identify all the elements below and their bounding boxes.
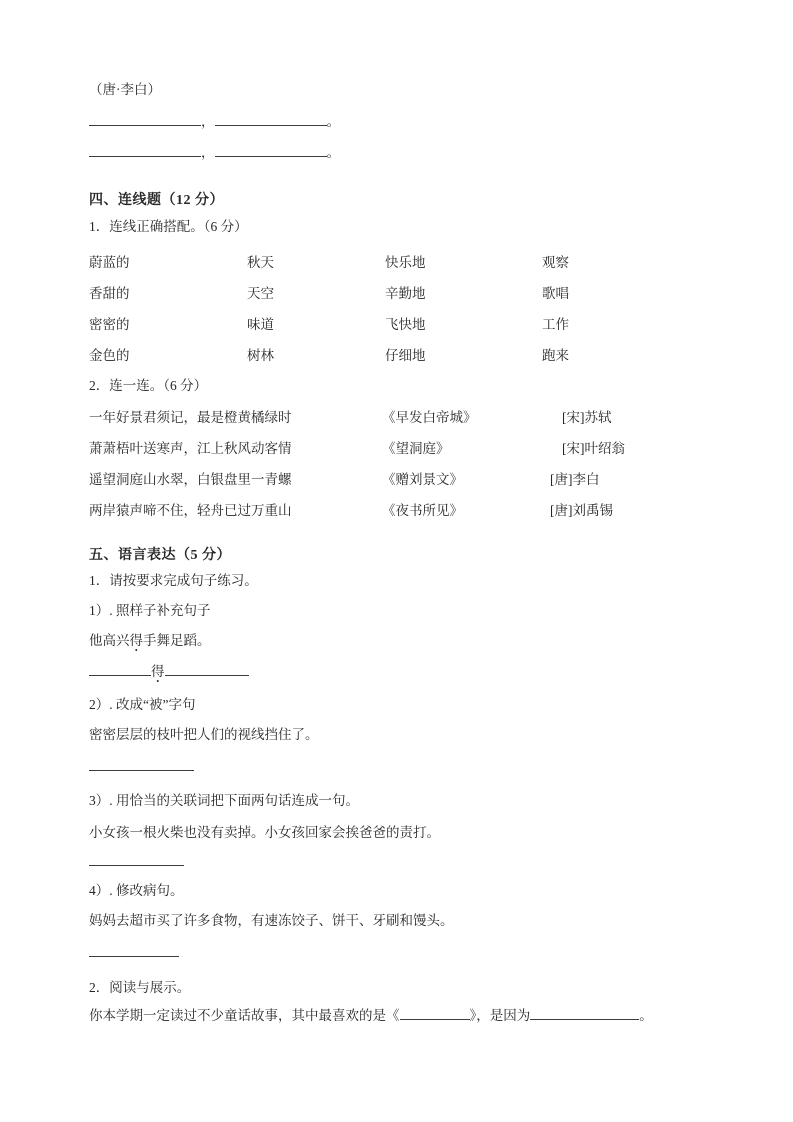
poem-blank-line-1: [89, 112, 340, 132]
answer-blank: [530, 1006, 639, 1020]
poem-author: [宋]苏轼: [562, 410, 612, 425]
sentence-part: 》，是因为: [469, 1008, 531, 1023]
answer-blank: [89, 943, 179, 957]
answer-blank: [215, 143, 327, 157]
reading-question-sentence: [89, 1006, 653, 1026]
match-item: 天空: [247, 286, 274, 301]
word-matching-grid: [89, 247, 569, 371]
period: 。: [326, 114, 340, 129]
match-item: 秋天: [247, 255, 274, 270]
sub4-label: 4）. 修改病句。: [89, 883, 184, 898]
sentence-part: 得: [151, 664, 165, 679]
match-item: 辛勤地: [385, 286, 426, 301]
emphasis-dot: •: [134, 646, 138, 655]
match-item: 蔚蓝的: [89, 255, 130, 270]
sub2-label: 2）. 改成“被”字句: [89, 697, 196, 712]
period: 。: [326, 145, 340, 160]
match-item: 快乐地: [385, 255, 426, 270]
answer-blank: [89, 852, 184, 866]
section4-title: 四、连线题（12 分）: [89, 193, 224, 208]
poet-attribution: （唐·李白）: [89, 82, 161, 97]
answer-blank-line: [89, 852, 184, 872]
answer-blank: [89, 143, 201, 157]
answer-blank: [89, 662, 151, 676]
poem-title: 《早发白帝城》: [382, 410, 477, 425]
sentence-part: 。: [639, 1008, 653, 1023]
poem-author: [唐]李白: [550, 472, 600, 487]
poem-line: 萧萧梧叶送寒声，江上秋风动客情: [89, 441, 292, 456]
answer-blank: [215, 112, 327, 126]
comma: ，: [201, 114, 215, 129]
poem-author: [唐]刘禹锡: [550, 503, 613, 518]
match-item: 香甜的: [89, 286, 130, 301]
sub2-sentence: 密密层层的枝叶把人们的视线挡住了。: [89, 727, 319, 742]
emphasized-char: [151, 662, 165, 686]
section5-q2-label: 2．阅读与展示。: [89, 980, 191, 995]
poem-title: 《望洞庭》: [382, 441, 450, 456]
match-item: 树林: [247, 348, 274, 363]
poem-line: 一年好景君须记，最是橙黄橘绿时: [89, 410, 292, 425]
match-item: 密密的: [89, 317, 130, 332]
poem-author: [宋]叶绍翁: [562, 441, 625, 456]
poem-title: 《赠刘景文》: [382, 472, 463, 487]
sentence-part: 手舞足蹈。: [143, 633, 211, 648]
sub4-sentence: 妈妈去超市买了许多食物，有速冻饺子、饼干、牙刷和馒头。: [89, 913, 454, 928]
answer-blank-line: [89, 757, 194, 777]
section5-title: 五、语言表达（5 分）: [89, 548, 231, 563]
poem-line: 遥望洞庭山水翠，白银盘里一青螺: [89, 472, 292, 487]
sentence-part: 得: [129, 633, 143, 648]
match-item: 飞快地: [385, 317, 426, 332]
match-item: 味道: [247, 317, 274, 332]
emphasized-char: [129, 631, 144, 655]
poem-matching-grid: [89, 402, 625, 526]
section5-q1-label: 1．请按要求完成句子练习。: [89, 573, 258, 588]
section4-q1-label: 1．连线正确搭配。（6 分）: [89, 219, 248, 234]
comma: ，: [201, 145, 215, 160]
poem-line: 两岸猿声啼不住，轻舟已过万重山: [89, 503, 292, 518]
fill-in-line: [89, 662, 249, 686]
match-item: 工作: [542, 317, 569, 332]
match-item: 金色的: [89, 348, 130, 363]
sub3-label: 3）. 用恰当的关联词把下面两句话连成一句。: [89, 793, 359, 808]
poem-title: 《夜书所见》: [382, 503, 463, 518]
poem-blank-line-2: [89, 143, 340, 163]
answer-blank: [89, 112, 201, 126]
sub3-sentence: 小女孩一根火柴也没有卖掉。小女孩回家会挨爸爸的责打。: [89, 825, 440, 840]
match-item: 歌唱: [542, 286, 569, 301]
match-item: 跑来: [542, 348, 569, 363]
answer-blank: [89, 757, 194, 771]
answer-blank-line: [89, 943, 179, 963]
sentence-part: 你本学期一定读过不少童话故事，其中最喜欢的是《: [89, 1008, 400, 1023]
sub1-label: 1）. 照样子补充句子: [89, 603, 211, 618]
example-sentence: [89, 631, 211, 655]
emphasis-dot: •: [156, 677, 160, 686]
sentence-part: 他高兴: [89, 633, 130, 648]
answer-blank: [400, 1006, 470, 1020]
match-item: 观察: [542, 255, 569, 270]
answer-blank: [165, 662, 249, 676]
section4-q2-label: 2．连一连。（6 分）: [89, 378, 208, 393]
match-item: 仔细地: [385, 348, 426, 363]
